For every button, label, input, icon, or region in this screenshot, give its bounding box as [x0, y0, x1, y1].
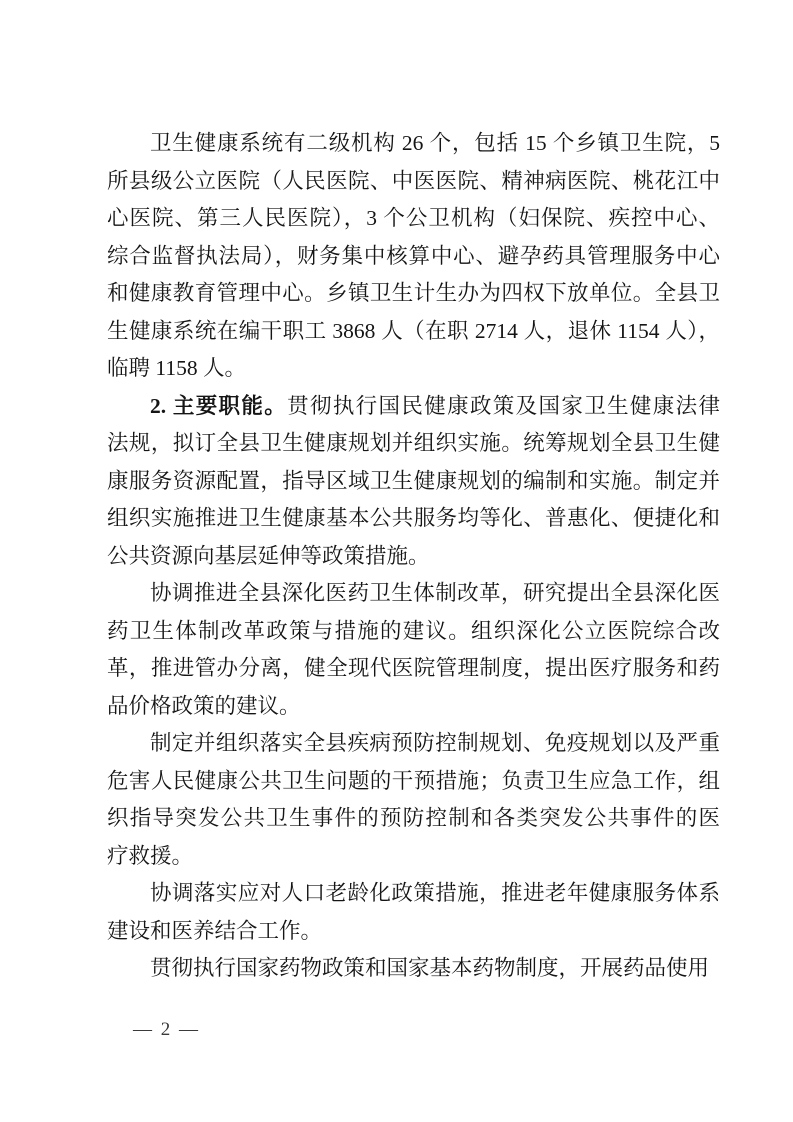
paragraph	[107, 125, 720, 388]
text-line	[107, 725, 720, 763]
paragraph	[107, 575, 720, 725]
text-run: 生健康系统在编干职工 3868 人（在职 2714 人，退休 1154 人），	[107, 318, 720, 343]
text-run: 协调落实应对人口老龄化政策措施，推进老年健康服务体系	[150, 881, 720, 905]
text-run: 贯彻执行国民健康政策及国家卫生健康法律	[287, 393, 720, 418]
text-run: 革，推进管办分离，健全现代医院管理制度，提出医疗服务和药	[107, 656, 720, 680]
text-run: 综合监督执法局），财务集中核算中心、避孕药具管理服务中心	[107, 243, 720, 268]
paragraph	[107, 950, 720, 988]
text-run: 贯彻执行国家药物政策和国家基本药物制度，开展药品使用	[150, 956, 710, 980]
text-line	[107, 650, 720, 688]
text-line	[107, 425, 720, 463]
text-run: 心医院、第三人民医院），3 个公卫机构（妇保院、疾控中心、	[107, 206, 720, 230]
text-line	[107, 763, 720, 801]
text-run: 危害人民健康公共卫生问题的干预措施；负责卫生应急工作，组	[107, 768, 720, 793]
text-run: 临聘 1158 人。	[107, 356, 246, 380]
text-run: 组织实施推进卫生健康基本公共服务均等化、普惠化、便捷化和	[107, 506, 720, 530]
text-run: 法规，拟订全县卫生健康规划并组织实施。统筹规划全县卫生健	[107, 431, 720, 455]
text-line	[107, 950, 720, 988]
text-line	[107, 388, 720, 426]
paragraph	[107, 875, 720, 950]
text-line	[107, 838, 720, 876]
text-run: 和健康教育管理中心。乡镇卫生计生办为四权下放单位。全县卫	[107, 281, 720, 305]
text-line	[107, 125, 720, 163]
paragraph	[107, 725, 720, 875]
document-body	[107, 125, 720, 988]
text-run: 织指导突发公共卫生事件的预防控制和各类突发公共事件的医	[107, 806, 720, 830]
text-line	[107, 575, 720, 613]
text-line	[107, 275, 720, 313]
text-run: 公共资源向基层延伸等政策措施。	[107, 543, 430, 568]
text-run: 疗救援。	[107, 843, 194, 868]
text-line	[107, 538, 720, 576]
bold-heading-run: 2. 主要职能。	[150, 393, 288, 418]
text-run: 制定并组织落实全县疾病预防控制规划、免疫规划以及严重	[150, 731, 720, 755]
text-line	[107, 163, 720, 201]
text-line	[107, 913, 720, 951]
paragraph	[107, 388, 720, 576]
text-line	[107, 875, 720, 913]
text-run: 建设和医养结合工作。	[107, 918, 323, 943]
text-line	[107, 688, 720, 726]
text-run: 药卫生体制改革政策与措施的建议。组织深化公立医院综合改	[107, 618, 720, 643]
text-run: 所县级公立医院（人民医院、中医医院、精神病医院、桃花江中	[107, 168, 720, 193]
text-run: 卫生健康系统有二级机构 26 个，包括 15 个乡镇卫生院，5	[150, 131, 720, 155]
text-run: 品价格政策的建议。	[107, 693, 301, 718]
text-line	[107, 463, 720, 501]
text-run: 康服务资源配置，指导区域卫生健康规划的编制和实施。制定并	[107, 468, 720, 493]
text-line	[107, 500, 720, 538]
text-line	[107, 800, 720, 838]
text-line	[107, 238, 720, 276]
text-line	[107, 350, 720, 388]
text-line	[107, 613, 720, 651]
text-run: 协调推进全县深化医药卫生体制改革，研究提出全县深化医	[150, 581, 720, 605]
text-line	[107, 313, 720, 351]
text-line	[107, 200, 720, 238]
page-number: — 2 —	[133, 1019, 200, 1040]
